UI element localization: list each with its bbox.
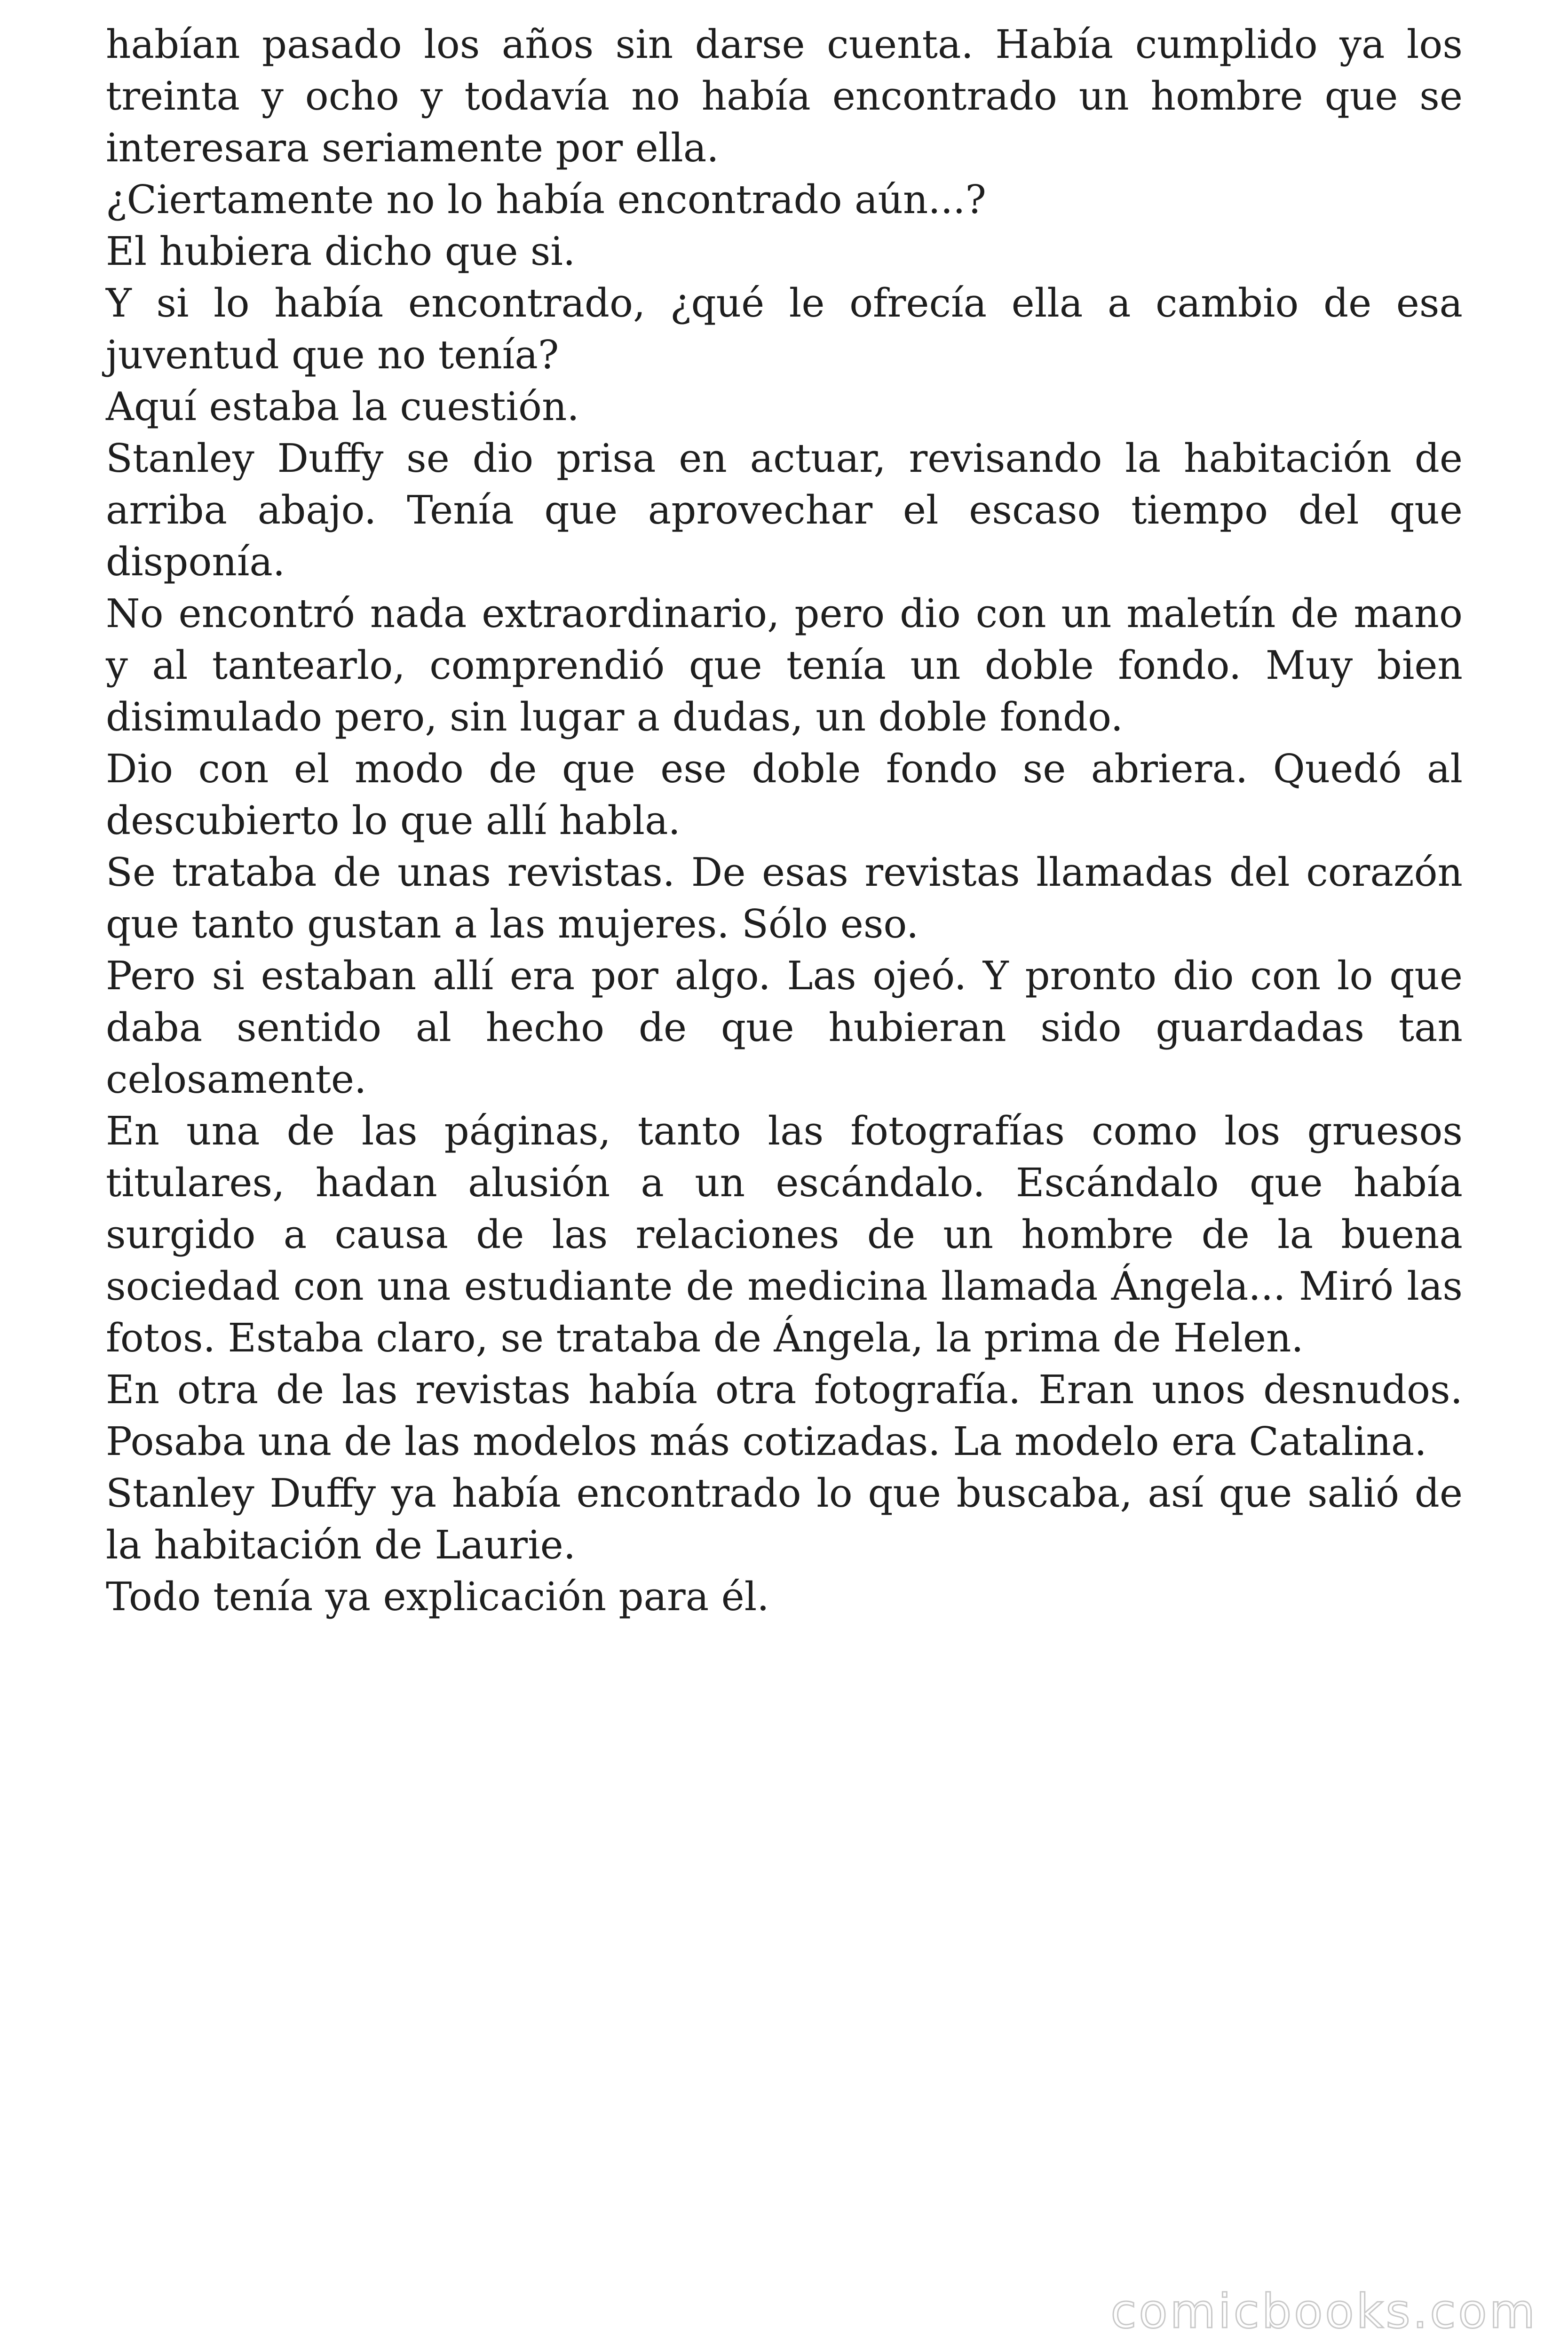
paragraph: Y si lo había encontrado, ¿qué le ofrecía ella a cambio de esa juventud que no tenía? [106, 280, 1463, 378]
paragraph: Se trataba de unas revistas. De esas revistas llamadas del corazón que tanto gustan a las mujeres. Sólo eso. [106, 850, 1463, 947]
paragraph: Todo tenía ya explicación para él. [106, 1574, 769, 1620]
paragraph: En otra de las revistas había otra fotografía. Eran unos desnudos. Posaba una de las modelos más cotizadas. La modelo era Catalina. [106, 1367, 1463, 1464]
paragraph: Stanley Duffy se dio prisa en actuar, revisando la habitación de arriba abajo. Tenía que aprovechar el escaso tiempo del que disponía. [106, 436, 1463, 585]
watermark: comicbooks.com [1110, 2284, 1537, 2339]
paragraph: No encontró nada extraordinario, pero dio con un maletín de mano y al tantearlo, comprendió que tenía un doble fondo. Muy bien disimulado pero, sin lugar a dudas, un doble fondo. [106, 591, 1463, 740]
paragraph: Pero si estaban allí era por algo. Las ojeó. Y pronto dio con lo que daba sentido al hecho de que hubieran sido guardadas tan celosamente. [106, 953, 1463, 1102]
paragraph: El hubiera dicho que si. [106, 229, 576, 274]
paragraph: En una de las páginas, tanto las fotografías como los gruesos titulares, hadan alusión a un escándalo. Escándalo que había surgido a causa de las relaciones de un hombre de la buena sociedad con una estudiante de medicina llamada Ángela... Miró las fotos. Estaba claro, se trataba de Ángela, la prima de Helen. [106, 1108, 1463, 1361]
paragraph: Dio con el modo de que ese doble fondo se abriera. Quedó al descubierto lo que allí habla. [106, 746, 1463, 843]
paragraph: habían pasado los años sin darse cuenta. Había cumplido ya los treinta y ocho y todavía no había encontrado un hombre que se interesara seriamente por ella. [106, 22, 1463, 171]
paragraph: ¿Ciertamente no lo había encontrado aún...? [106, 177, 987, 222]
page-text [106, 19, 1463, 1623]
paragraph: Stanley Duffy ya había encontrado lo que buscaba, así que salió de la habitación de Laurie. [106, 1470, 1463, 1568]
paragraph: Aquí estaba la cuestión. [106, 384, 579, 429]
